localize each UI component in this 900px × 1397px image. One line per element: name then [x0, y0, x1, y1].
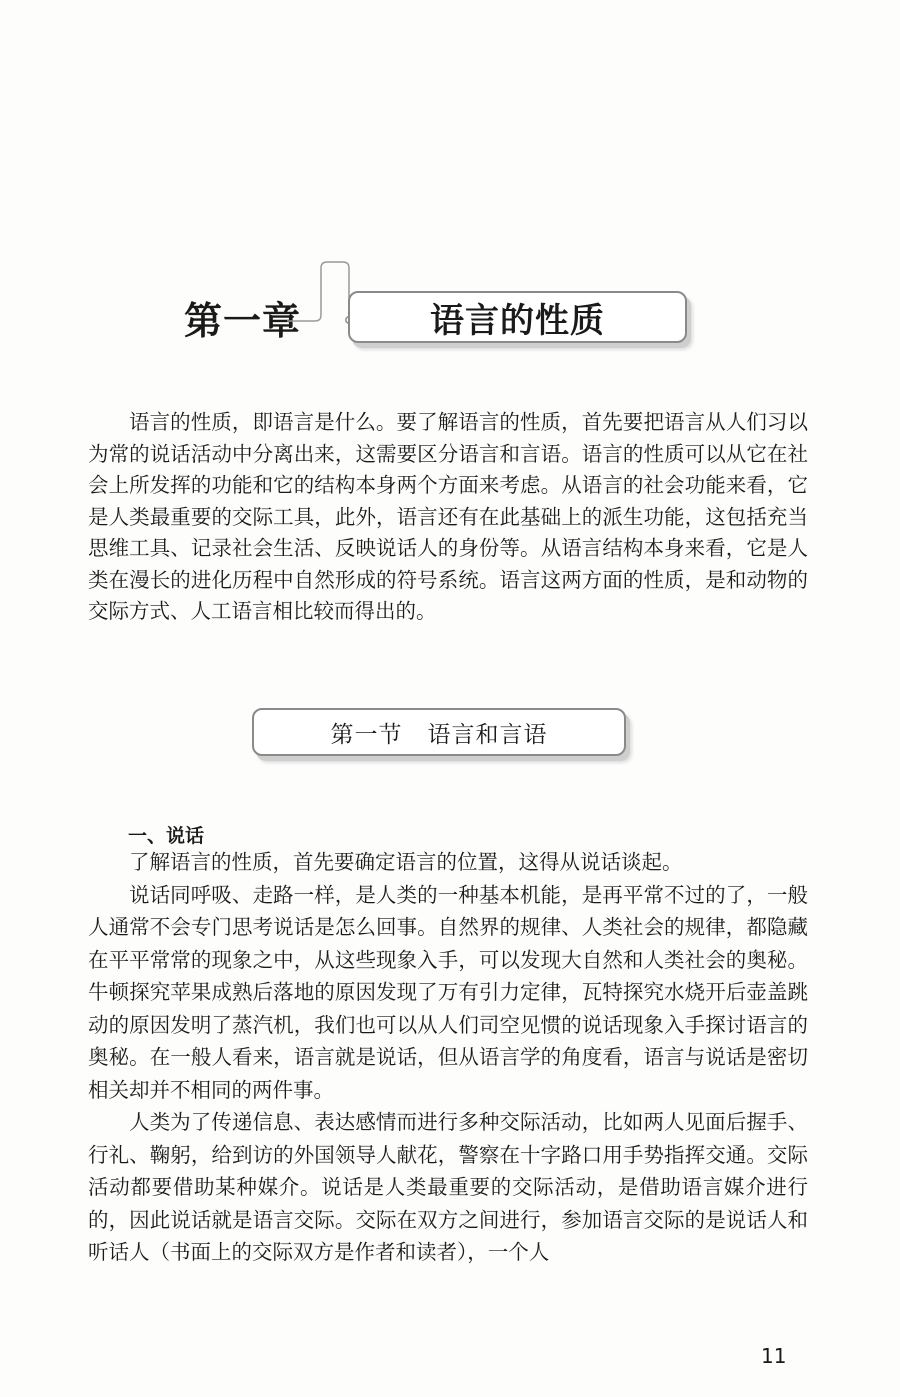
body-paragraph: 说话同呼吸、走路一样，是人类的一种基本机能，是再平常不过的了，一般人通常不会专门思考说话是怎么回事。自然界的规律、人类社会的规律，都隐藏在平平常常的现象之中，从这些现象入手，可以发现大自然和人类社会的奥秘。牛顿探究苹果成熟后落地的原因发现了万有引力定律，瓦特探究水烧开后壶盖跳动的原因发明了蒸汽机，我们也可以从人们司空见惯的说话现象入手探讨语言的奥秘。在一般人看来，语言就是说话，但从语言学的角度看，语言与说话是密切相关却并不相同的两件事。 [88, 882, 808, 1102]
chapter-label: 第一章 [184, 298, 302, 343]
body-text [88, 846, 808, 1269]
page-number: 11 [761, 1344, 787, 1368]
section-title-box [252, 708, 626, 756]
chapter-title-box [348, 291, 687, 343]
subsection-heading: 一、说话 [128, 825, 205, 847]
section-title: 第一节 语言和言语 [330, 721, 548, 748]
body-paragraph: 了解语言的性质，首先要确定语言的位置，这得从说话谈起。 [129, 850, 683, 874]
chapter-title: 语言的性质 [430, 300, 605, 341]
chapter-intro-paragraph: 语言的性质，即语言是什么。要了解语言的性质，首先要把语言从人们习以为常的说话活动中分离出来，这需要区分语言和言语。语言的性质可以从它在社会上所发挥的功能和它的结构本身两个方面来考虑。从语言的社会功能来看，它是人类最重要的交际工具，此外，语言还有在此基础上的派生功能，这包括充当思维工具、记录社会生活、反映说话人的身份等。从语言结构本身来看，它是人类在漫长的进化历程中自然形成的符号系统。语言这两方面的性质，是和动物的交际方式、人工语言相比较而得出的。 [88, 410, 808, 623]
body-paragraph: 人类为了传递信息、表达感情而进行多种交际活动，比如两人见面后握手、行礼、鞠躬，给到访的外国领导人献花，警察在十字路口用手势指挥交通。交际活动都要借助某种媒介。说话是人类最重要的交际活动，是借助语言媒介进行的，因此说话就是语言交际。交际在双方之间进行，参加语言交际的是说话人和听话人（书面上的交际双方是作者和读者），一个人 [88, 1110, 808, 1264]
